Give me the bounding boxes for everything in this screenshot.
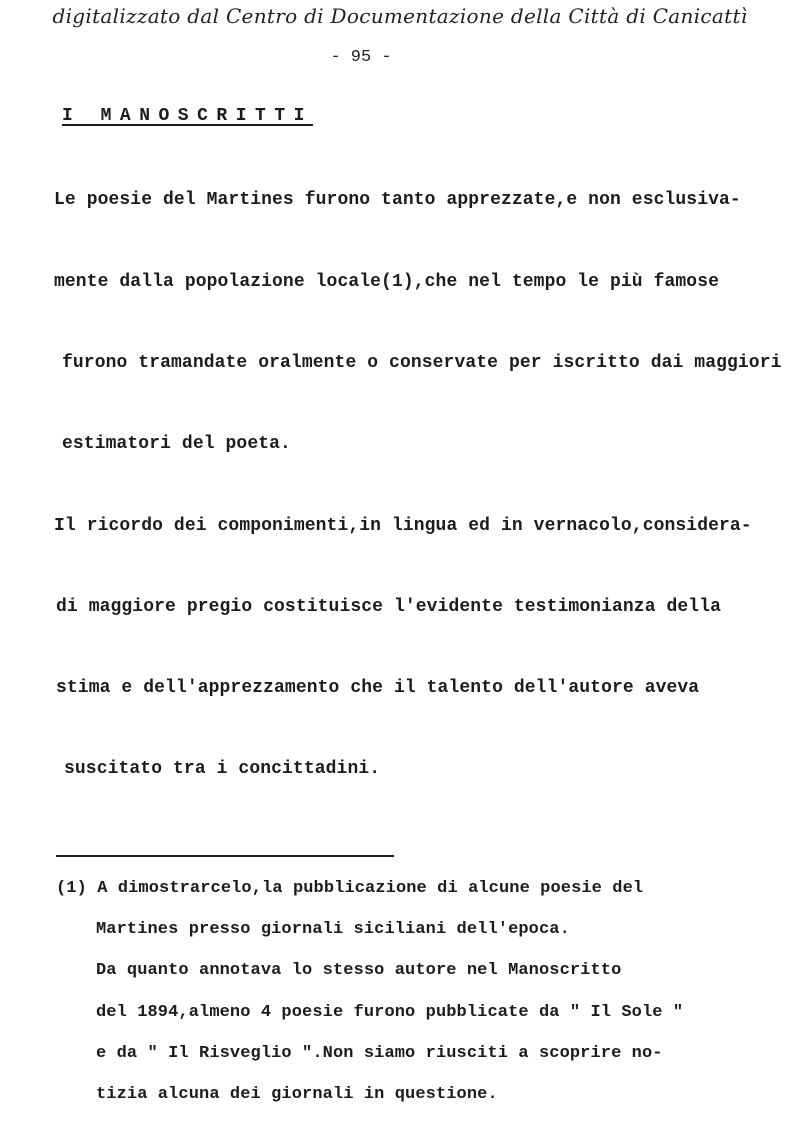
footnote-line-5: e da " Il Risveglio ".Non siamo riusciti a scoprire no- [96, 1044, 663, 1063]
footnote-line-4: del 1894,almeno 4 poesie furono pubblicate da " Il Sole " [96, 1003, 684, 1022]
body-line-2: mente dalla popolazione locale(1),che nel tempo le più famose [54, 272, 720, 292]
footnote-separator [56, 855, 394, 857]
body-line-6: di maggiore pregio costituisce l'evidente testimonianza della [56, 597, 722, 617]
body-line-4: estimatori del poeta. [62, 434, 291, 454]
body-line-3: furono tramandate oralmente o conservate per iscritto dai maggiori [62, 353, 782, 373]
footnote-line-2: Martines presso giornali siciliani dell'epoca. [96, 920, 570, 939]
body-line-7: stima e dell'apprezzamento che il talento dell'autore aveva [56, 678, 700, 698]
digitization-watermark: digitalizzato dal Centro di Documentazione della Città di Canicattì [52, 4, 748, 28]
section-title: I MANOSCRITTI [62, 106, 313, 126]
footnote-line-3: Da quanto annotava lo stesso autore nel Manoscritto [96, 961, 622, 980]
body-line-8: suscitato tra i concittadini. [64, 759, 381, 779]
page-number: - 95 - [330, 48, 392, 67]
footnote-line-6: tizia alcuna dei giornali in questione. [96, 1085, 498, 1104]
body-line-5: Il ricordo dei componimenti,in lingua ed in vernacolo,considera- [54, 516, 752, 536]
body-line-1: Le poesie del Martines furono tanto apprezzate,e non esclusiva- [54, 190, 741, 210]
footnote-line-1: (1) A dimostrarcelo,la pubblicazione di alcune poesie del [56, 879, 644, 898]
